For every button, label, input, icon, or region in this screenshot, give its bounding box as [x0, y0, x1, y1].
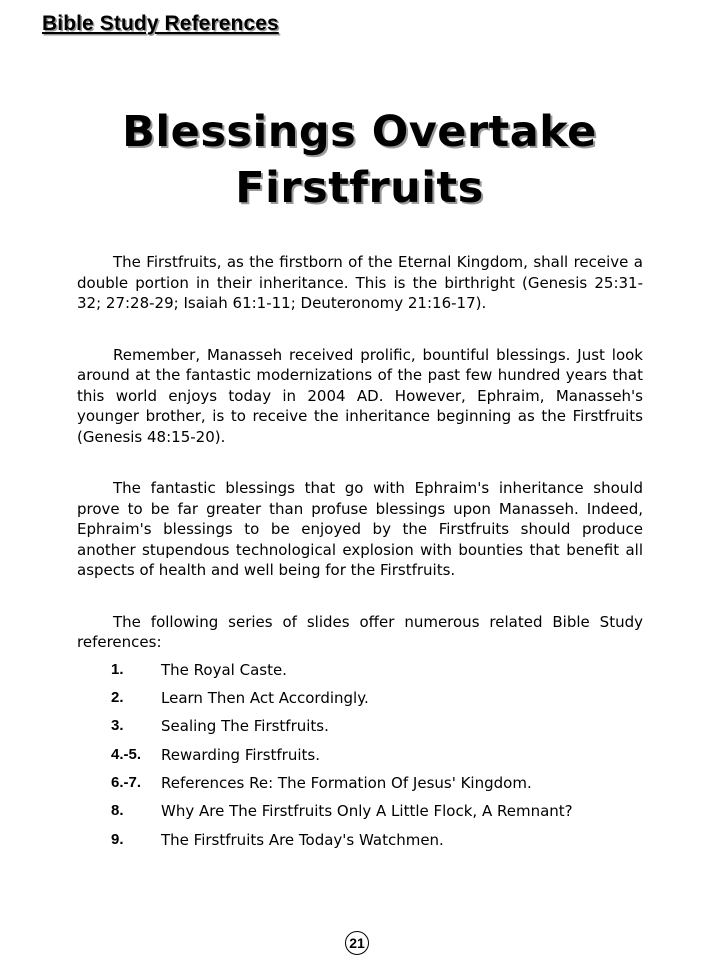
- list-item-text: Rewarding Firstfruits.: [161, 745, 320, 764]
- document-body: [77, 252, 643, 858]
- list-item: [77, 745, 643, 773]
- list-item-text: References Re: The Formation Of Jesus' Kingdom.: [161, 774, 532, 793]
- list-item-number: 9.: [111, 830, 124, 848]
- list-item-text: The Royal Caste.: [161, 660, 287, 679]
- list-item-number: 6.-7.: [111, 774, 142, 792]
- document-title: [0, 104, 719, 216]
- list-item-number: 8.: [111, 802, 124, 820]
- paragraph: The Firstfruits, as the firstborn of the Eternal Kingdom, shall receive a double portion in their inheritance. This is the birthright (Genesis 25:31-32; 27:28-29; Isaiah 61:1-11; Deuteronomy 21:16-17).: [77, 253, 643, 312]
- list-item-text: The Firstfruits Are Today's Watchmen.: [161, 830, 444, 849]
- list-item: [77, 688, 643, 716]
- reference-list: [77, 660, 643, 859]
- list-item-number: 2.: [111, 688, 124, 706]
- list-item-text: Learn Then Act Accordingly.: [161, 688, 369, 707]
- title-line-2: Firstfruits: [235, 163, 484, 213]
- list-item: [77, 716, 643, 744]
- list-item-number: 3.: [111, 717, 124, 735]
- list-item-number: 4.-5.: [111, 745, 142, 763]
- header-title: Bible Study References: [42, 12, 279, 35]
- page-number: 21: [345, 931, 369, 955]
- list-item-text: Why Are The Firstfruits Only A Little Flock, A Remnant?: [161, 802, 573, 821]
- paragraph: Remember, Manasseh received prolific, bountiful blessings. Just look around at the fantastic modernizations of the past few hundred years that this world enjoys today in 2004 AD. However, Ephraim, Manasseh's younger brother, is to receive the inheritance beginning as the Firstfruits (Genesis 48:15-20).: [77, 345, 643, 446]
- list-item: [77, 830, 643, 858]
- list-item: [77, 801, 643, 829]
- list-item-text: Sealing The Firstfruits.: [161, 717, 329, 736]
- list-item: [77, 660, 643, 688]
- list-item-number: 1.: [111, 660, 124, 678]
- paragraph: The following series of slides offer numerous related Bible Study references:: [77, 612, 643, 651]
- list-item: [77, 773, 643, 801]
- title-line-1: Blessings Overtake: [122, 107, 597, 157]
- paragraph: The fantastic blessings that go with Ephraim's inheritance should prove to be far greater than profuse blessings upon Manasseh. Indeed, Ephraim's blessings to be enjoyed by the Firstfruits should produce another stupendous technological explosion with bounties that benefit all aspects of health and well being for the Firstfruits.: [77, 479, 643, 579]
